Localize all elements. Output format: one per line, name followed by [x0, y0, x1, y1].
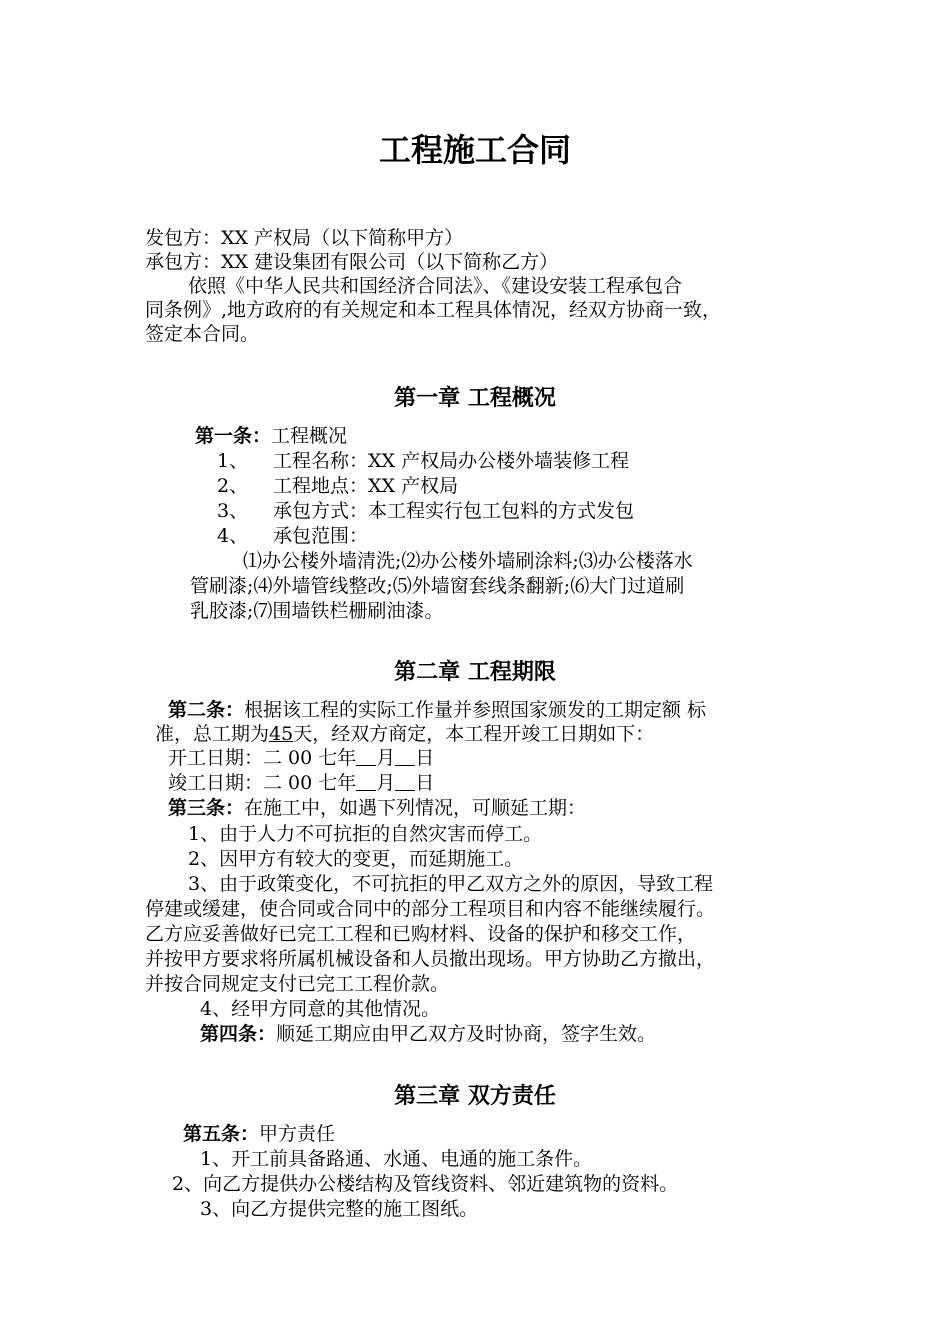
preamble-line-3: 签定本合同。 — [145, 323, 260, 345]
article-5 — [183, 1122, 335, 1146]
chapter-3-heading: 第三章 双方责任 — [394, 1083, 556, 1109]
item-text: 承包范围： — [273, 525, 369, 547]
item-number: 2、 — [217, 475, 249, 497]
article-1 — [195, 424, 347, 448]
article-5-text: 甲方责任 — [259, 1123, 336, 1145]
article-3-item-3-line-1: 3、由于政策变化，不可抗拒的甲乙双方之外的原因，导致工程 — [188, 873, 714, 895]
article-3-item-2: 2、因甲方有较大的变更，而延期施工。 — [188, 848, 524, 870]
item-text: 工程地点：XX 产权局 — [273, 475, 459, 497]
document-title: 工程施工合同 — [378, 131, 571, 169]
item-number: 3、 — [217, 500, 249, 522]
item-text: 承包方式：本工程实行包工包料的方式发包 — [273, 500, 635, 522]
day-blank — [395, 772, 415, 791]
article-3-item-4: 4、经甲方同意的其他情况。 — [200, 998, 441, 1020]
month-blank — [356, 772, 376, 791]
start-date-prefix: 开工日期：二 00 七年 — [168, 747, 357, 769]
article-5-label: 第五条： — [183, 1123, 260, 1145]
finish-date — [168, 771, 434, 795]
party-a: 发包方：XX 产权局（以下简称甲方） — [145, 227, 464, 249]
item-text: 工程名称：XX 产权局办公楼外墙装修工程 — [273, 450, 630, 472]
day-label: 日 — [415, 747, 435, 769]
article-2-line-2 — [155, 722, 654, 746]
day-label: 日 — [415, 772, 435, 794]
article-2-text-a: 准，总工期为 — [155, 723, 270, 745]
article-2-line-1 — [168, 698, 706, 722]
finish-date-prefix: 竣工日期：二 00 七年 — [168, 772, 357, 794]
article-3-label: 第三条： — [168, 797, 245, 819]
article-4 — [200, 1022, 656, 1046]
article-3-text: 在施工中，如遇下列情况，可顺延工期： — [244, 797, 587, 819]
month-label: 月 — [376, 747, 396, 769]
start-date — [168, 746, 434, 770]
chapter-2-heading: 第二章 工程期限 — [394, 659, 556, 685]
article-4-label: 第四条： — [200, 1023, 277, 1045]
article-3-item-3-line-2: 停建或缓建，使合同或合同中的部分工程项目和内容不能继续履行。 — [145, 898, 716, 920]
item-number: 1、 — [217, 450, 249, 472]
preamble-line-1: 依照《中华人民共和国经济合同法》、《建设安装工程承包合 — [188, 275, 683, 297]
month-blank — [356, 747, 376, 766]
preamble-line-2: 同条例》,地方政府的有关规定和本工程具体情况，经双方协商一致， — [145, 299, 722, 321]
total-days: 45 — [269, 723, 294, 745]
item-number: 4、 — [217, 525, 249, 547]
scope-line-1: ⑴办公楼外墙清洗;⑵办公楼外墙刷涂料;⑶办公楼落水 — [243, 550, 693, 572]
scope-line-2: 管刷漆;⑷外墙管线整改;⑸外墙窗套线条翻新;⑹大门过道刷 — [190, 575, 685, 597]
month-label: 月 — [376, 772, 396, 794]
article-2-label: 第二条： — [168, 699, 245, 721]
article-3-item-1: 1、由于人力不可抗拒的自然灾害而停工。 — [188, 823, 543, 845]
article-2-text-b: 天，经双方商定，本工程开竣工日期如下： — [293, 723, 655, 745]
party-b: 承包方：XX 建设集团有限公司（以下简称乙方） — [145, 251, 559, 273]
article-5-item-3: 3、向乙方提供完整的施工图纸。 — [200, 1198, 479, 1220]
article-3-item-3-line-5: 并按合同规定支付已完工工程价款。 — [145, 973, 450, 995]
article-3 — [168, 796, 586, 820]
article-1-label: 第一条： — [195, 425, 272, 447]
chapter-1-heading: 第一章 工程概况 — [394, 385, 556, 411]
article-5-item-2: 2、向乙方提供办公楼结构及管线资料、邻近建筑物的资料。 — [172, 1173, 679, 1195]
article-3-item-3-line-3: 乙方应妥善做好已完工工程和已购材料、设备的保护和移交工作， — [145, 923, 697, 945]
article-5-item-1: 1、开工前具备路通、水通、电通的施工条件。 — [200, 1148, 593, 1170]
day-blank — [395, 747, 415, 766]
article-1-text: 工程概况 — [271, 425, 348, 447]
article-4-text: 顺延工期应由甲乙双方及时协商，签字生效。 — [276, 1023, 657, 1045]
article-2-text: 根据该工程的实际工作量并参照国家颁发的工期定额 标 — [244, 699, 707, 721]
scope-line-3: 乳胶漆;⑺围墙铁栏栅刷油漆。 — [190, 600, 444, 622]
article-3-item-3-line-4: 并按甲方要求将所属机械设备和人员撤出现场。甲方协助乙方撤出， — [145, 948, 716, 970]
